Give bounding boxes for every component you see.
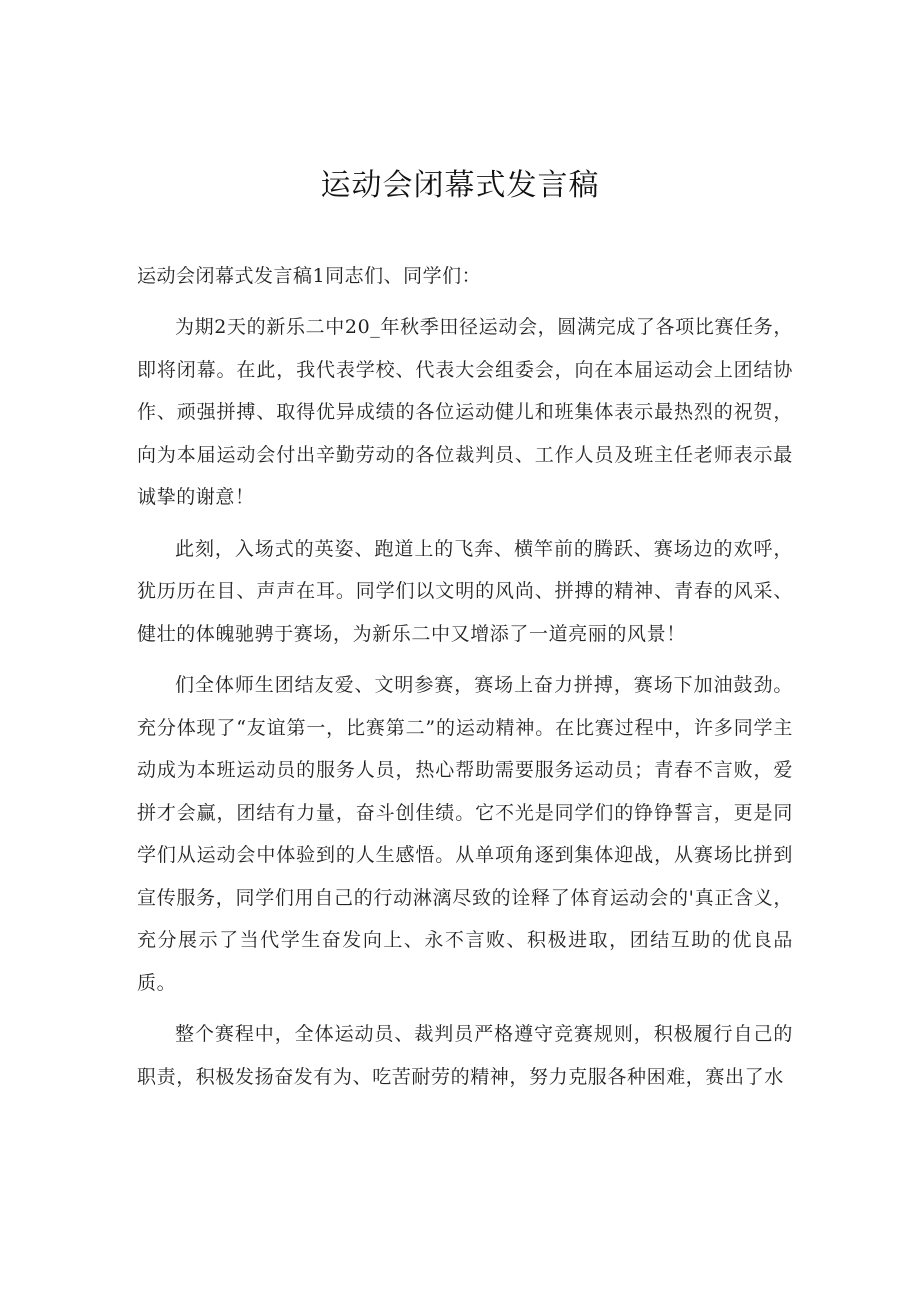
paragraph-3: 们全体师生团结友爱、文明参赛，赛场上奋力拼搏，赛场下加油鼓劲。充分体现了“友谊第一，比赛第二”的运动精神。在比赛过程中，许多同学主动成为本班运动员的服务人员，热心帮助需要服务运动员；青春不言败，爱拼才会赢，团结有力量，奋斗创佳绩。它不光是同学们的铮铮誓言，更是同学们从运动会中体验到的人生感悟。从单项角逐到集体迎战，从赛场比拼到宣传服务，同学们用自己的行动淋漓尽致的诠释了体育运动会的'真正含义，充分展示了当代学生奋发向上、永不言败、积极进取，团结互助的优良品质。 — [137, 674, 793, 994]
paragraph-2: 此刻，入场式的英姿、跑道上的飞奔、横竿前的腾跃、赛场边的欢呼，犹历历在目、声声在耳。同学们以文明的风尚、拼搏的精神、青春的风采、健壮的体魄驰骋于赛场，为新乐二中又增添了一道亮丽的风景！ — [137, 537, 793, 645]
document-body — [137, 262, 793, 1107]
paragraph-1: 为期2天的新乐二中20_年秋季田径运动会，圆满完成了各项比赛任务，即将闭幕。在此，我代表学校、代表大会组委会，向在本届运动会上团结协作、顽强拼搏、取得优异成绩的各位运动健儿和班集体表示最热烈的祝贺，向为本届运动会付出辛勤劳动的各位裁判员、工作人员及班主任老师表示最诚挚的谢意！ — [137, 316, 793, 508]
opening-line: 运动会闭幕式发言稿1同志们、同学们： — [137, 265, 482, 287]
paragraph-4: 整个赛程中，全体运动员、裁判员严格遵守竞赛规则，积极履行自己的职责，积极发扬奋发有为、吃苦耐劳的精神，努力克服各种困难，赛出了水 — [137, 1023, 793, 1088]
document-title: 运动会闭幕式发言稿 — [320, 168, 600, 203]
